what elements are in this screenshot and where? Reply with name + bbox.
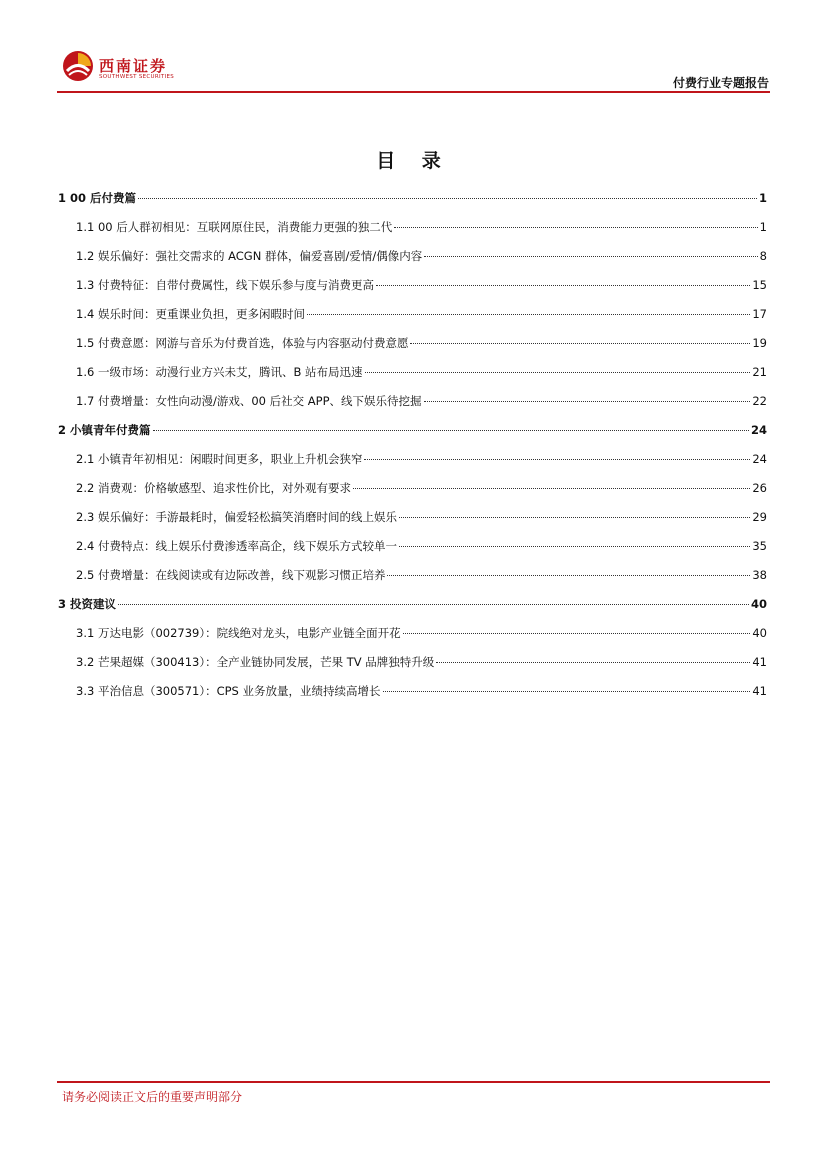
- toc-section-entry[interactable]: [58, 422, 767, 451]
- toc-subsection-entry[interactable]: [58, 335, 767, 364]
- toc-subsection-entry[interactable]: [58, 364, 767, 393]
- toc-dot-leader: [365, 372, 751, 373]
- toc-entry-page: 40: [752, 626, 767, 640]
- logo-mark-icon: [62, 50, 94, 82]
- toc-dot-leader: [138, 198, 757, 199]
- toc-entry-page: 38: [752, 568, 767, 582]
- toc-entry-title: 1.1 00 后人群初相见：互联网原住民，消费能力更强的独二代: [76, 220, 393, 234]
- toc-entry-title: 2 小镇青年付费篇: [58, 423, 151, 437]
- toc-dot-leader: [394, 227, 757, 228]
- toc-dot-leader: [364, 459, 750, 460]
- toc-entry-title: 2.2 消费观：价格敏感型、追求性价比，对外观有要求: [76, 481, 351, 495]
- toc-entry-title: 1.2 娱乐偏好：强社交需求的 ACGN 群体，偏爱喜剧/爱情/偶像内容: [76, 249, 423, 263]
- toc-dot-leader: [118, 604, 749, 605]
- toc-entry-title: 3.2 芒果超媒（300413）：全产业链协同发展，芒果 TV 品牌独特升级: [76, 655, 435, 669]
- company-logo: [62, 50, 175, 86]
- toc-entry-page: 26: [752, 481, 767, 495]
- toc-entry-page: 41: [752, 684, 767, 698]
- toc-entry-page: 22: [752, 394, 767, 408]
- toc-subsection-entry[interactable]: [58, 219, 767, 248]
- toc-dot-leader: [424, 401, 751, 402]
- toc-subsection-entry[interactable]: [58, 625, 767, 654]
- toc-dot-leader: [387, 575, 750, 576]
- toc-subsection-entry[interactable]: [58, 683, 767, 712]
- toc-dot-leader: [399, 517, 750, 518]
- toc-entry-title: 2.4 付费特点：线上娱乐付费渗透率高企，线下娱乐方式较单一: [76, 539, 397, 553]
- toc-dot-leader: [436, 662, 750, 663]
- footer-divider: [57, 1081, 770, 1083]
- logo-chinese-name: 西南证券: [99, 57, 168, 75]
- toc-entry-title: 1.5 付费意愿：网游与音乐为付费首选，体验与内容驱动付费意愿: [76, 336, 409, 350]
- toc-subsection-entry[interactable]: [58, 654, 767, 683]
- toc-dot-leader: [376, 285, 750, 286]
- toc-entry-title: 1.7 付费增量：女性向动漫/游戏、00 后社交 APP、线下娱乐待挖掘: [76, 394, 422, 408]
- toc-subsection-entry[interactable]: [58, 509, 767, 538]
- toc-entry-page: 8: [759, 249, 767, 263]
- table-of-contents: [58, 190, 767, 712]
- toc-dot-leader: [353, 488, 750, 489]
- toc-subsection-entry[interactable]: [58, 567, 767, 596]
- toc-entry-page: 19: [752, 336, 767, 350]
- toc-subsection-entry[interactable]: [58, 451, 767, 480]
- toc-entry-page: 1: [758, 191, 767, 205]
- toc-entry-title: 3 投资建议: [58, 597, 117, 611]
- toc-dot-leader: [424, 256, 757, 257]
- toc-entry-title: 1.4 娱乐时间：更重课业负担，更多闲暇时间: [76, 307, 305, 321]
- toc-entry-title: 2.3 娱乐偏好：手游最耗时，偏爱轻松搞笑消磨时间的线上娱乐: [76, 510, 397, 524]
- toc-section-entry[interactable]: [58, 190, 767, 219]
- toc-entry-page: 35: [752, 539, 767, 553]
- toc-dot-leader: [153, 430, 749, 431]
- toc-entry-page: 17: [752, 307, 767, 321]
- toc-entry-title: 1.3 付费特征：自带付费属性，线下娱乐参与度与消费更高: [76, 278, 374, 292]
- toc-title: 目 录: [376, 150, 451, 172]
- toc-entry-title: 3.3 平治信息（300571）：CPS 业务放量，业绩持续高增长: [76, 684, 381, 698]
- toc-entry-title: 2.1 小镇青年初相见：闲暇时间更多，职业上升机会狭窄: [76, 452, 363, 466]
- toc-subsection-entry[interactable]: [58, 306, 767, 335]
- toc-entry-page: 40: [750, 597, 767, 611]
- toc-dot-leader: [383, 691, 751, 692]
- toc-entry-page: 21: [752, 365, 767, 379]
- footer-disclaimer: 请务必阅读正文后的重要声明部分: [62, 1090, 243, 1104]
- toc-entry-page: 29: [752, 510, 767, 524]
- toc-subsection-entry[interactable]: [58, 480, 767, 509]
- toc-dot-leader: [403, 633, 751, 634]
- toc-dot-leader: [410, 343, 750, 344]
- toc-dot-leader: [307, 314, 750, 315]
- toc-subsection-entry[interactable]: [58, 393, 767, 422]
- toc-entry-page: 41: [752, 655, 767, 669]
- report-type-label: 付费行业专题报告: [672, 76, 769, 90]
- toc-subsection-entry[interactable]: [58, 248, 767, 277]
- toc-section-entry[interactable]: [58, 596, 767, 625]
- toc-entry-page: 24: [752, 452, 767, 466]
- toc-dot-leader: [399, 546, 750, 547]
- toc-entry-title: 2.5 付费增量：在线阅读或有边际改善，线下观影习惯正培养: [76, 568, 386, 582]
- toc-entry-page: 1: [759, 220, 767, 234]
- toc-entry-page: 24: [750, 423, 767, 437]
- toc-entry-title: 3.1 万达电影（002739）：院线绝对龙头，电影产业链全面开花: [76, 626, 401, 640]
- page-header: [0, 0, 827, 96]
- toc-subsection-entry[interactable]: [58, 538, 767, 567]
- header-divider: [57, 91, 770, 93]
- logo-english-name: SOUTHWEST SECURITIES: [99, 74, 175, 80]
- toc-subsection-entry[interactable]: [58, 277, 767, 306]
- toc-entry-title: 1.6 一级市场：动漫行业方兴未艾，腾讯、B 站布局迅速: [76, 365, 363, 379]
- toc-entry-page: 15: [752, 278, 767, 292]
- toc-entry-title: 1 00 后付费篇: [58, 191, 137, 205]
